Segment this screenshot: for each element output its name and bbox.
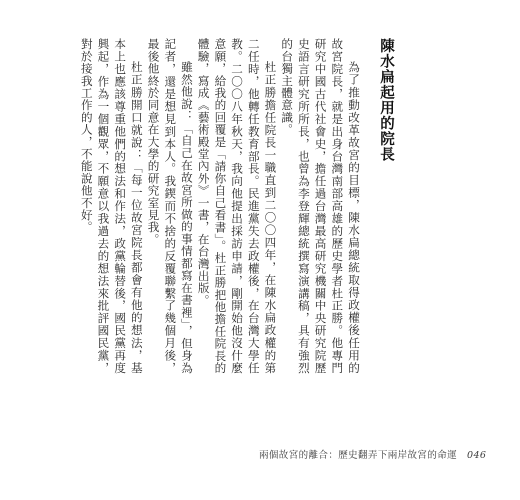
paragraph-2: 杜正勝擔任院長一職直到二〇〇四年，在陳水扁政權的第二任時，他轉任教育部長。民進黨失去政權後，在台灣大學任教。二〇〇八年秋天，我向他提出採訪申請，剛開始他沒什麼意願，給我的回覆是「請你自己看書」。杜正勝把他擔任院長的體驗，寫成《藝術殿堂內外》一書，在台灣出版。 (196, 38, 278, 374)
page-number: 046 (467, 450, 487, 461)
footer-separator: ： (328, 450, 339, 461)
footer-book-title: 兩個故宮的離合 (259, 450, 329, 461)
page-footer (259, 447, 486, 461)
body-text-column-block (78, 38, 394, 374)
section-heading: 陳水扁起用的院長 (378, 38, 394, 162)
paragraph-4: 杜正勝開口就說：「每一位故宮院長都會有他的想法，基本上也應該尊重他們的想法和作法，政黨輪替後，國民黨再度興起，作為一個觀眾，不願意以我過去的想法來批評國民黨，對於接我工作的人，不能說他不好。 (79, 38, 144, 374)
paragraph-3: 雖然他說：「自己在故宮所做的事情都寫在書裡」，但身為記者，還是想見到本人。我鍥而不捨的反覆聯繫了幾個月後，最後他終於同意在大學的研究室見我。 (146, 38, 194, 374)
paragraph-1: 為了推動改革故宮的目標，陳水扁總統取得政權後任用的故宮院長，就是出身台灣南部高雄的歷史學者杜正勝。他專門研究中國古代社會史，擔任過台灣最高研究機關中央研究院歷史語言研究所所長，也曾為李登輝總統撰寫演講稿，具有強烈的台獨主體意識。 (280, 38, 361, 374)
footer-subtitle: 歷史翻弄下兩岸故宮的命運 (338, 450, 458, 461)
